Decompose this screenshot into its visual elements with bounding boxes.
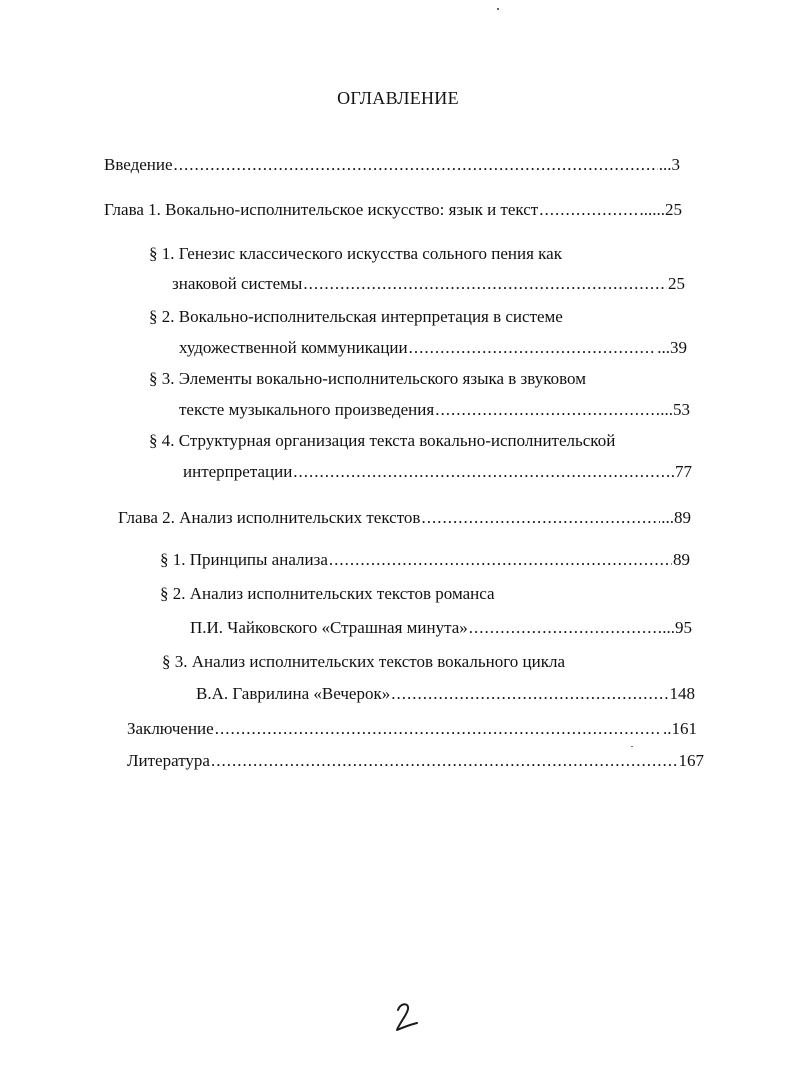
toc-entry-page: ......25 bbox=[639, 200, 682, 219]
toc-entry-label: Глава 2. Анализ исполнительских текстов bbox=[118, 508, 421, 527]
toc-entry-page: ...39 bbox=[657, 338, 687, 357]
dot-leader bbox=[539, 199, 638, 221]
dot-leader bbox=[329, 549, 672, 571]
toc-entry-references bbox=[127, 750, 704, 772]
toc-entry-2-1 bbox=[160, 549, 690, 571]
dot-leader bbox=[421, 507, 660, 529]
toc-entry-1-2 bbox=[179, 337, 687, 359]
dot-leader bbox=[435, 399, 659, 421]
toc-entry-1-3 bbox=[179, 399, 690, 421]
toc-entry-2-3 bbox=[196, 683, 695, 705]
toc-entry-1-3-line1: § 3. Элементы вокально-исполнительского языка в звуковом bbox=[149, 369, 586, 388]
toc-entry-chapter-2 bbox=[118, 507, 691, 529]
page-title: ОГЛАВЛЕНИЕ bbox=[337, 88, 459, 108]
handwritten-page-number bbox=[392, 1000, 422, 1036]
toc-entry-page: 89 bbox=[673, 550, 690, 569]
dot-leader bbox=[409, 337, 657, 359]
toc-entry-1-1 bbox=[172, 273, 685, 295]
toc-entry-1-4-line1: § 4. Структурная организация текста вокально-исполнительской bbox=[149, 431, 616, 450]
dot-leader bbox=[215, 718, 662, 740]
toc-entry-page: 167 bbox=[678, 751, 704, 770]
toc-entry-label: интерпретации bbox=[183, 462, 293, 481]
toc-entry-conclusion bbox=[127, 718, 697, 740]
toc-entry-page: ...53 bbox=[660, 400, 690, 419]
toc-entry-2-2-line1: § 2. Анализ исполнительских текстов романса bbox=[160, 584, 495, 603]
toc-entry-label: § 1. Принципы анализа bbox=[160, 550, 328, 569]
toc-entry-label: Введение bbox=[104, 155, 173, 174]
toc-entry-label: В.А. Гаврилина «Вечерок» bbox=[196, 684, 391, 703]
toc-entry-1-2-line1: § 2. Вокально-исполнительская интерпретация в системе bbox=[149, 307, 563, 326]
toc-entry-chapter-1 bbox=[104, 199, 682, 221]
dot-leader bbox=[469, 617, 661, 639]
toc-entry-label: Заключение bbox=[127, 719, 214, 738]
dot-leader bbox=[303, 273, 667, 295]
dot-leader bbox=[174, 154, 658, 176]
toc-entry-page: 25 bbox=[668, 274, 685, 293]
toc-entry-page: ...95 bbox=[662, 618, 692, 637]
toc-entry-1-4 bbox=[183, 461, 692, 483]
toc-entry-page: 148 bbox=[669, 684, 695, 703]
toc-entry-2-2 bbox=[190, 617, 692, 639]
toc-entry-page: ...3 bbox=[658, 155, 680, 174]
dot-leader bbox=[391, 683, 668, 705]
toc-entry-page: .77 bbox=[670, 462, 692, 481]
toc-entry-2-3-line1: § 3. Анализ исполнительских текстов вокального цикла bbox=[162, 652, 565, 671]
toc-entry-label: П.И. Чайковского «Страшная минута» bbox=[190, 618, 468, 637]
toc-entry-label: знаковой системы bbox=[172, 274, 303, 293]
scan-speck bbox=[497, 8, 499, 10]
toc-entry-page: ...89 bbox=[661, 508, 691, 527]
toc-entry-label: Литература bbox=[127, 751, 210, 770]
toc-entry-page: ..161 bbox=[663, 719, 697, 738]
toc-entry-introduction bbox=[104, 154, 680, 176]
toc-entry-1-1-line1: § 1. Генезис классического искусства сольного пения как bbox=[149, 244, 562, 263]
toc-entry-label: Глава 1. Вокально-исполнительское искусство: язык и текст bbox=[104, 200, 539, 219]
dot-leader bbox=[293, 461, 669, 483]
toc-entry-label: художественной коммуникации bbox=[179, 338, 408, 357]
dot-leader bbox=[211, 750, 678, 772]
scan-speck bbox=[631, 746, 633, 747]
toc-entry-label: тексте музыкального произведения bbox=[179, 400, 435, 419]
